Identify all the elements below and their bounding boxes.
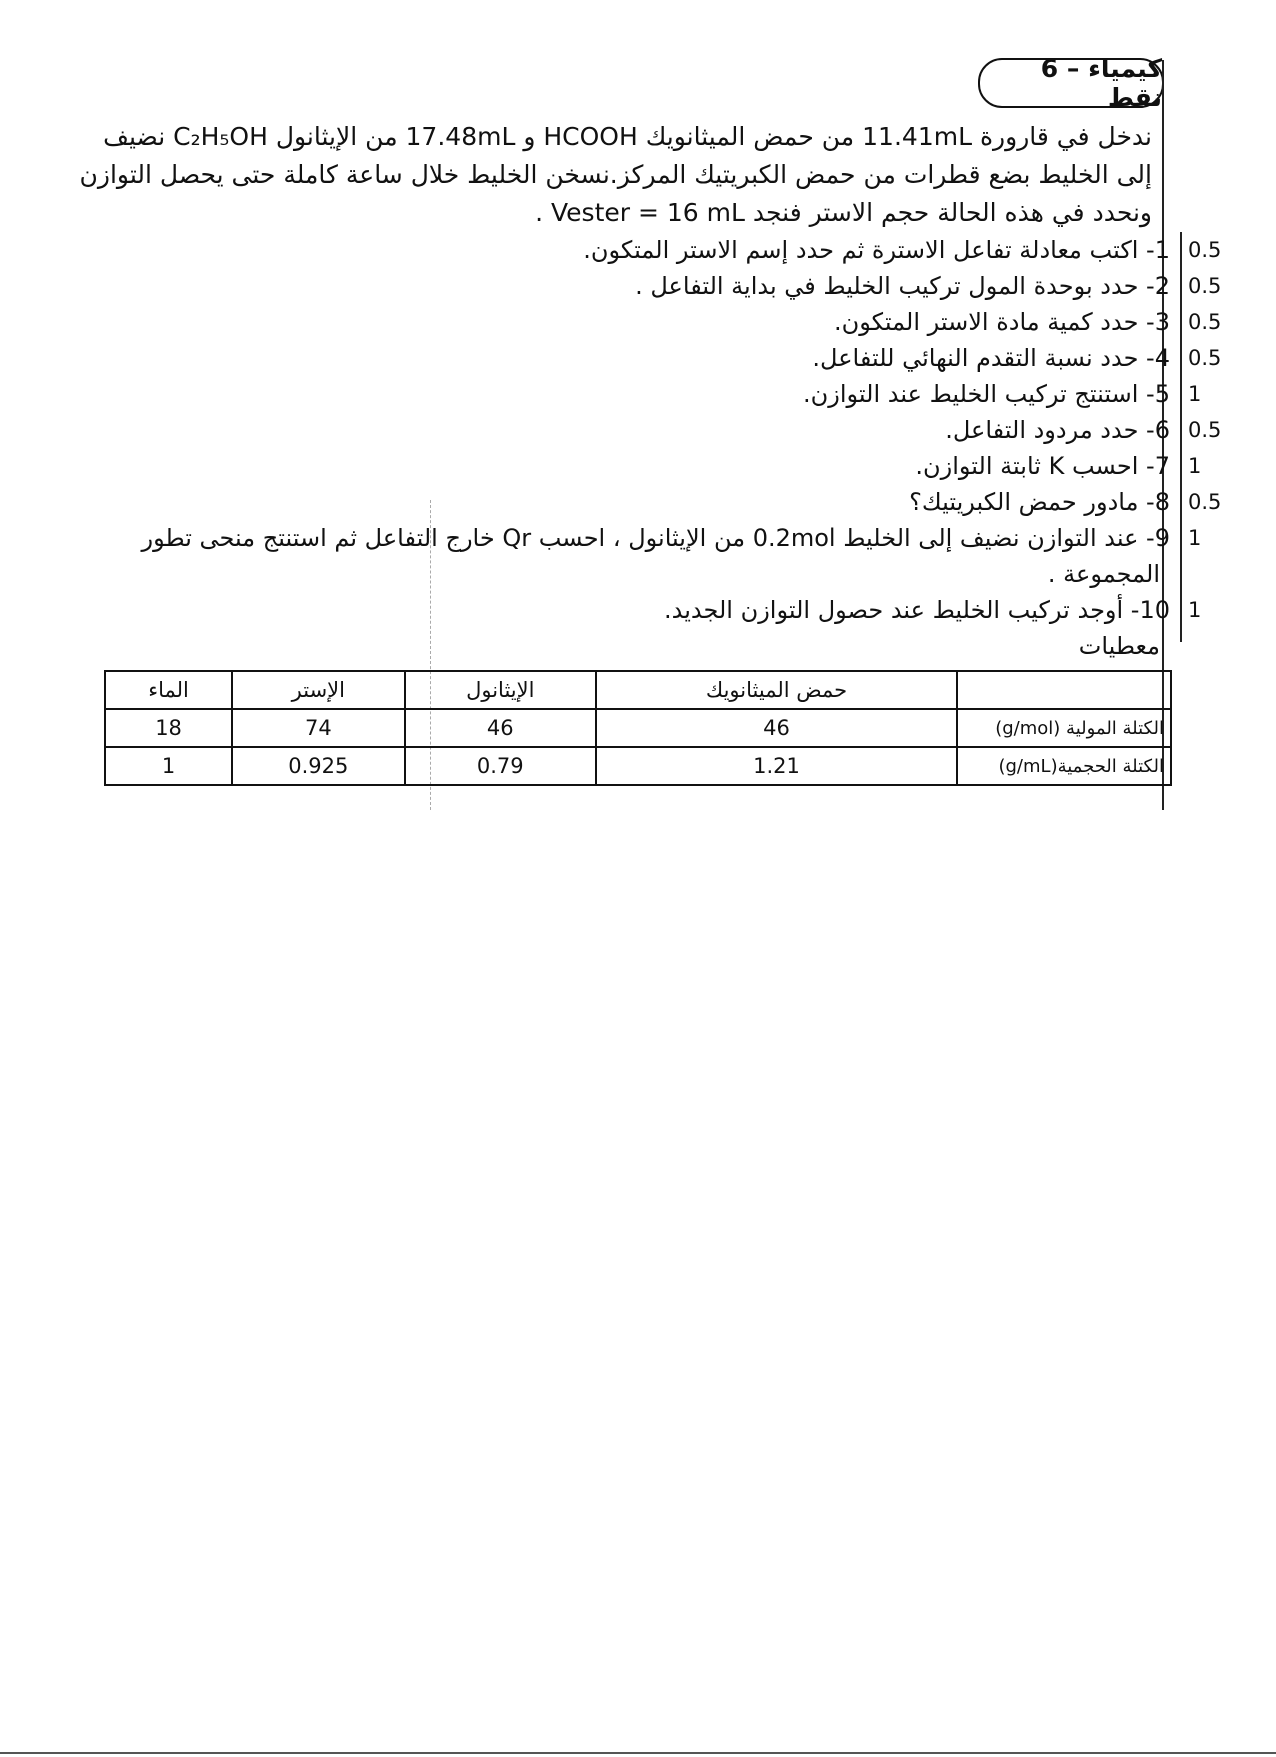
table-row bbox=[105, 747, 1171, 785]
intro-line-3: ونحدد في هذه الحالة حجم الاستر فنجد Vester = 16 mL . bbox=[535, 198, 1152, 227]
question-score: 1 bbox=[1188, 598, 1202, 622]
question-text: 3- حدد كمية مادة الاستر المتكون. bbox=[834, 308, 1170, 336]
question-score: 1 bbox=[1188, 526, 1202, 550]
table-cell: 46 bbox=[596, 709, 957, 747]
question-text: 9- عند التوازن نضيف إلى الخليط 0.2mol من الإيثانول ، احسب Qr خارج التفاعل ثم استنتج منحى تطور bbox=[141, 524, 1170, 552]
question-score: 0.5 bbox=[1188, 346, 1222, 370]
table-header-cell: الإيثانول bbox=[405, 671, 597, 709]
question-score: 1 bbox=[1188, 382, 1202, 406]
table-header-cell: حمض الميثانويك bbox=[596, 671, 957, 709]
table-cell: 0.79 bbox=[405, 747, 597, 785]
intro-paragraph bbox=[79, 118, 1152, 232]
table-row bbox=[105, 709, 1171, 747]
question-item bbox=[90, 448, 1170, 484]
question-9-continuation: المجموعة . bbox=[1047, 560, 1160, 588]
table-cell: 18 bbox=[105, 709, 232, 747]
question-score: 0.5 bbox=[1188, 274, 1222, 298]
table-header-row bbox=[105, 671, 1171, 709]
table-header-cell: الإستر bbox=[232, 671, 404, 709]
bottom-rule bbox=[0, 1752, 1276, 1754]
question-text: 1- اكتب معادلة تفاعل الاسترة ثم حدد إسم الاستر المتكون. bbox=[583, 236, 1170, 264]
table-header-cell: الماء bbox=[105, 671, 232, 709]
question-item bbox=[90, 340, 1170, 376]
question-text: 4- حدد نسبة التقدم النهائي للتفاعل. bbox=[812, 344, 1170, 372]
question-text: 6- حدد مردود التفاعل. bbox=[945, 416, 1170, 444]
question-score: 0.5 bbox=[1188, 418, 1222, 442]
table-cell: 1 bbox=[105, 747, 232, 785]
question-item bbox=[90, 376, 1170, 412]
question-item bbox=[90, 592, 1170, 628]
question-item bbox=[90, 412, 1170, 448]
question-score: 0.5 bbox=[1188, 310, 1222, 334]
table-header-cell bbox=[957, 671, 1171, 709]
question-text: 2- حدد بوحدة المول تركيب الخليط في بداية التفاعل . bbox=[635, 272, 1170, 300]
question-score: 0.5 bbox=[1188, 238, 1222, 262]
question-score: 0.5 bbox=[1188, 490, 1222, 514]
question-text: 5- استنتج تركيب الخليط عند التوازن. bbox=[803, 380, 1170, 408]
question-item bbox=[90, 484, 1170, 520]
question-item bbox=[90, 268, 1170, 304]
row-label: الكتلة المولية (g/mol) bbox=[957, 709, 1171, 747]
question-score: 1 bbox=[1188, 454, 1202, 478]
question-text: 8- مادور حمض الكبريتيك؟ bbox=[909, 488, 1170, 516]
row-label: الكتلة الحجمية(g/mL) bbox=[957, 747, 1171, 785]
table-cell: 74 bbox=[232, 709, 404, 747]
data-table bbox=[104, 670, 1172, 786]
table-cell: 1.21 bbox=[596, 747, 957, 785]
table-cell: 46 bbox=[405, 709, 597, 747]
question-item bbox=[90, 304, 1170, 340]
question-text: 10- أوجد تركيب الخليط عند حصول التوازن الجديد. bbox=[663, 596, 1170, 624]
table-cell: 0.925 bbox=[232, 747, 404, 785]
question-item bbox=[90, 232, 1170, 268]
question-text: 7- احسب K ثابتة التوازن. bbox=[915, 452, 1170, 480]
intro-line-2: إلى الخليط بضع قطرات من حمض الكبريتيك المركز.نسخن الخليط خلال ساعة كاملة حتى يحصل التوازن bbox=[79, 160, 1152, 189]
score-column-line bbox=[1180, 232, 1182, 642]
given-data-label: معطيات bbox=[1078, 632, 1160, 660]
section-title: كيمياء – 6 نقط bbox=[978, 58, 1164, 108]
intro-line-1: ندخل في قارورة 11.41mL من حمض الميثانويك HCOOH و 17.48mL من الإيثانول C₂H₅OH نضيف bbox=[103, 122, 1152, 151]
question-item bbox=[90, 520, 1170, 556]
